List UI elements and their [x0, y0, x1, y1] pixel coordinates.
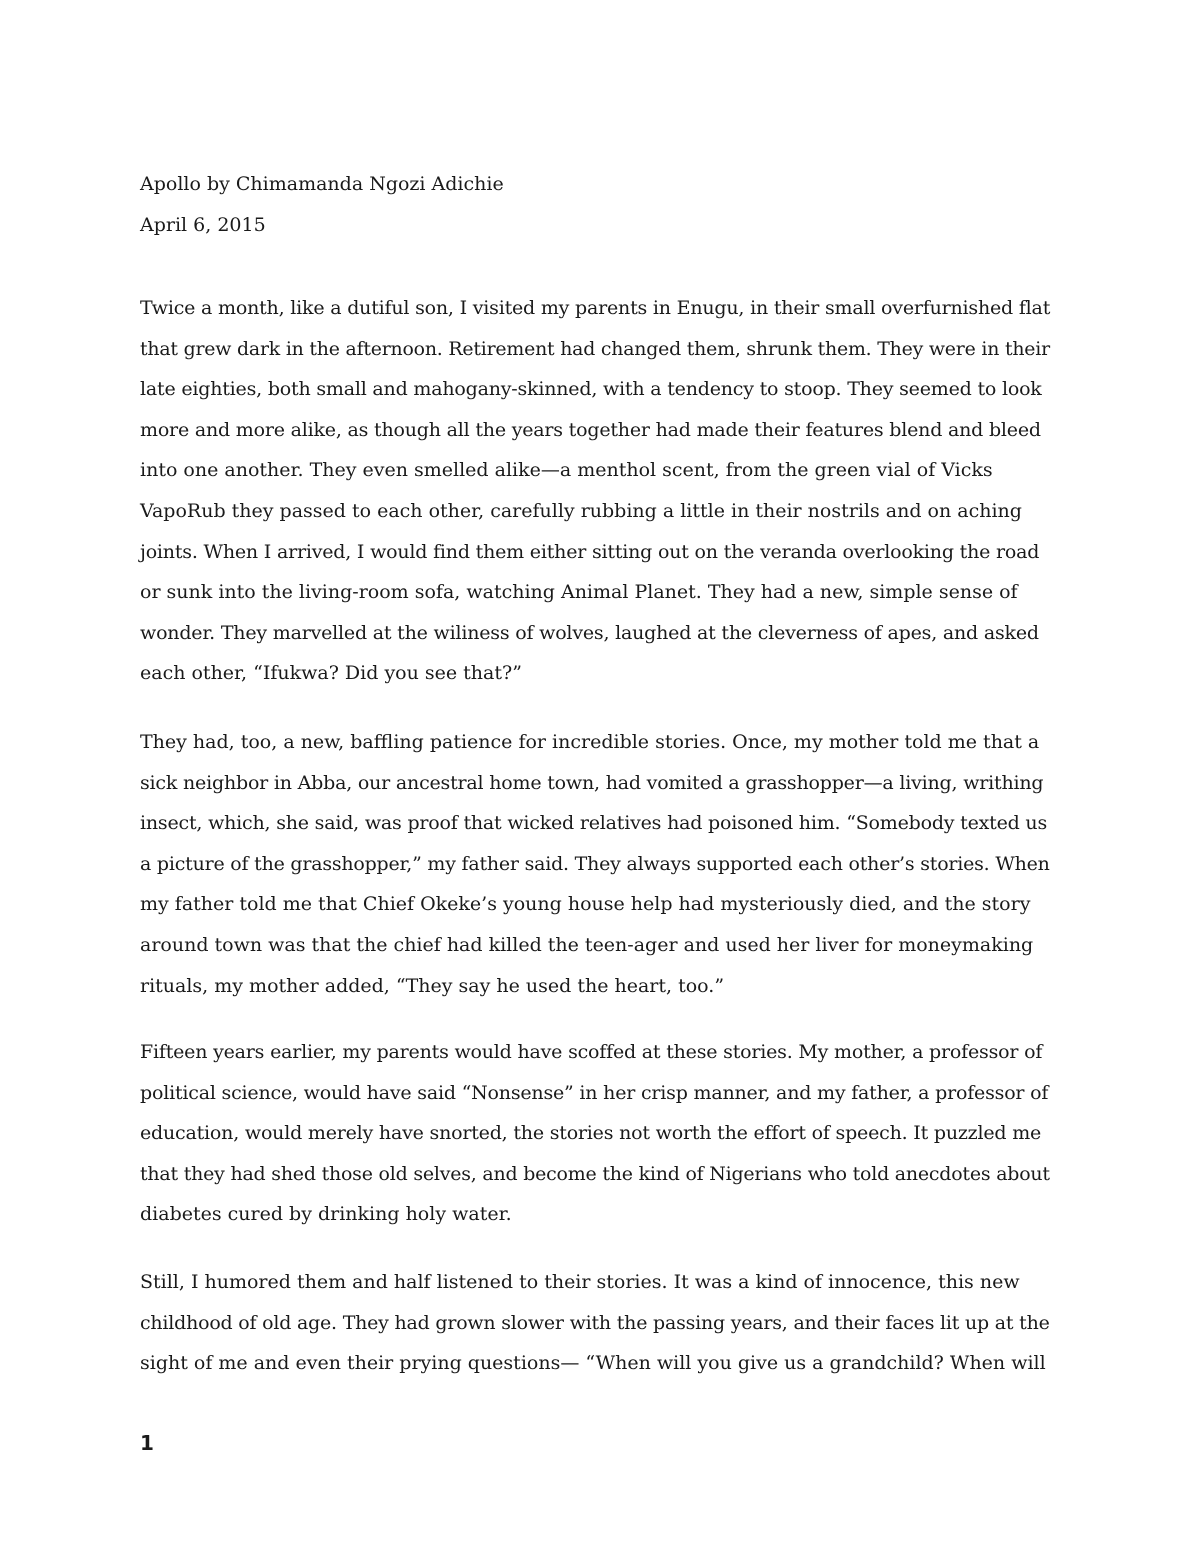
text-line: VapoRub they passed to each other, carefully rubbing a little in their nostrils and on aching [140, 500, 1022, 522]
text-line: political science, would have said “Nonsense” in her crisp manner, and my father, a professor of [140, 1082, 1049, 1104]
text-line: late eighties, both small and mahogany-skinned, with a tendency to stoop. They seemed to look [140, 378, 1042, 400]
page-number: 1 [140, 1431, 154, 1455]
document-date: April 6, 2015 [140, 214, 266, 236]
text-line: diabetes cured by drinking holy water. [140, 1203, 512, 1225]
text-line: that they had shed those old selves, and become the kind of Nigerians who told anecdotes about [140, 1163, 1050, 1185]
text-line: that grew dark in the afternoon. Retirement had changed them, shrunk them. They were in their [140, 338, 1050, 360]
text-line: sick neighbor in Abba, our ancestral home town, had vomited a grasshopper—a living, writhing [140, 772, 1044, 794]
document-title: Apollo by Chimamanda Ngozi Adichie [140, 173, 504, 195]
text-line: education, would merely have snorted, the stories not worth the effort of speech. It puzzled me [140, 1122, 1042, 1144]
text-line: around town was that the chief had killed the teen-ager and used her liver for moneymaking [140, 934, 1034, 956]
text-line: childhood of old age. They had grown slower with the passing years, and their faces lit up at the [140, 1312, 1050, 1334]
text-line: joints. When I arrived, I would find them either sitting out on the veranda overlooking the road [140, 541, 1040, 563]
text-line: wonder. They marvelled at the wiliness of wolves, laughed at the cleverness of apes, and asked [140, 622, 1039, 644]
text-line: Twice a month, like a dutiful son, I visited my parents in Enugu, in their small overfurnished flat [140, 297, 1051, 319]
text-line: Fifteen years earlier, my parents would have scoffed at these stories. My mother, a professor of [140, 1041, 1043, 1063]
text-line: insect, which, she said, was proof that wicked relatives had poisoned him. “Somebody texted us [140, 812, 1048, 834]
text-line: more and more alike, as though all the years together had made their features blend and bleed [140, 419, 1041, 441]
text-line: sight of me and even their prying questions— “When will you give us a grandchild? When will [140, 1352, 1046, 1374]
text-line: a picture of the grasshopper,” my father said. They always supported each other’s stories. When [140, 853, 1050, 875]
text-line: or sunk into the living-room sofa, watching Animal Planet. They had a new, simple sense of [140, 581, 1018, 603]
text-line: rituals, my mother added, “They say he used the heart, too.” [140, 975, 725, 997]
text-line: Still, I humored them and half listened to their stories. It was a kind of innocence, this new [140, 1271, 1020, 1293]
text-line: each other, “Ifukwa? Did you see that?” [140, 662, 522, 684]
text-line: They had, too, a new, baffling patience for incredible stories. Once, my mother told me that a [140, 731, 1040, 753]
text-line: into one another. They even smelled alike—a menthol scent, from the green vial of Vicks [140, 459, 993, 481]
text-line: my father told me that Chief Okeke’s young house help had mysteriously died, and the story [140, 893, 1031, 915]
